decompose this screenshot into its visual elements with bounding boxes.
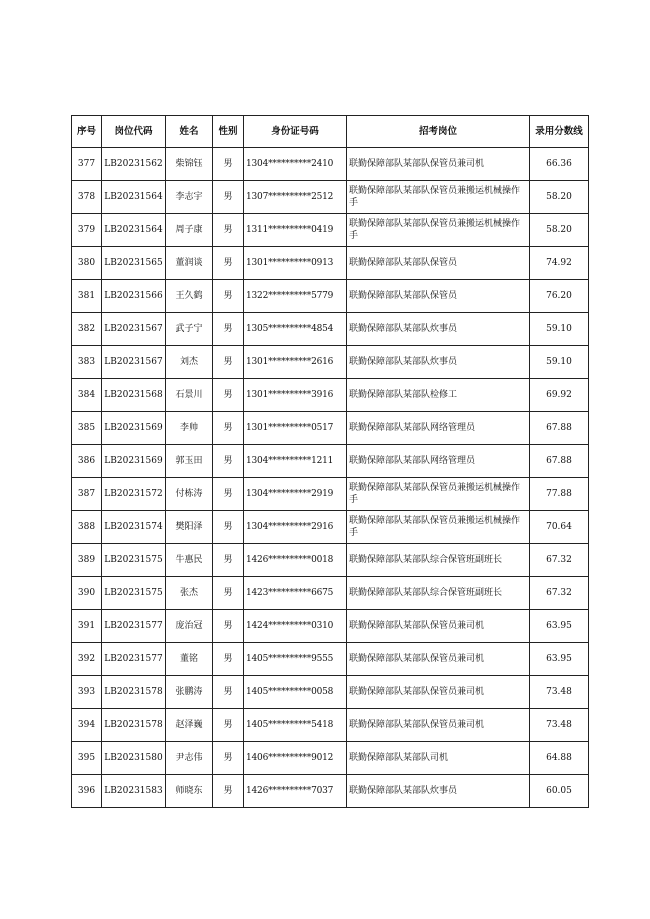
cell-code: LB20231580 [102, 742, 166, 775]
cell-position: 联勤保障部队某部队炊事员 [347, 313, 530, 346]
table-row [72, 742, 589, 775]
cell-no: 385 [72, 412, 102, 445]
cell-score: 59.10 [530, 346, 589, 379]
cell-gender: 男 [213, 445, 244, 478]
cell-code: LB20231574 [102, 511, 166, 544]
cell-code: LB20231569 [102, 412, 166, 445]
cell-code: LB20231567 [102, 313, 166, 346]
cell-score: 67.88 [530, 412, 589, 445]
cell-id: 1405**********0058 [244, 676, 347, 709]
cell-position: 联勤保障部队某部队综合保管班副班长 [347, 577, 530, 610]
cell-name: 石景川 [166, 379, 213, 412]
admission-table [71, 115, 589, 808]
cell-name: 樊阳泽 [166, 511, 213, 544]
cell-gender: 男 [213, 577, 244, 610]
cell-id: 1311**********0419 [244, 214, 347, 247]
header-score: 录用分数线 [530, 116, 589, 148]
table-row [72, 214, 589, 247]
cell-name: 郭玉田 [166, 445, 213, 478]
cell-score: 64.88 [530, 742, 589, 775]
cell-position: 联勤保障部队某部队网络管理员 [347, 412, 530, 445]
table-row [72, 148, 589, 181]
cell-id: 1405**********9555 [244, 643, 347, 676]
table-row [72, 478, 589, 511]
cell-position: 联勤保障部队某部队保管员兼司机 [347, 676, 530, 709]
cell-position: 联勤保障部队某部队保管员兼搬运机械操作手 [347, 181, 530, 214]
table-row [72, 313, 589, 346]
cell-no: 395 [72, 742, 102, 775]
cell-name: 师晓东 [166, 775, 213, 808]
cell-score: 67.32 [530, 577, 589, 610]
cell-position: 联勤保障部队某部队炊事员 [347, 775, 530, 808]
cell-position: 联勤保障部队某部队保管员 [347, 247, 530, 280]
cell-position: 联勤保障部队某部队检修工 [347, 379, 530, 412]
cell-no: 378 [72, 181, 102, 214]
cell-id: 1301**********0517 [244, 412, 347, 445]
cell-no: 386 [72, 445, 102, 478]
cell-no: 392 [72, 643, 102, 676]
cell-id: 1307**********2512 [244, 181, 347, 214]
cell-no: 382 [72, 313, 102, 346]
cell-score: 60.05 [530, 775, 589, 808]
cell-no: 388 [72, 511, 102, 544]
cell-score: 66.36 [530, 148, 589, 181]
table-row [72, 643, 589, 676]
cell-score: 58.20 [530, 181, 589, 214]
cell-code: LB20231562 [102, 148, 166, 181]
cell-name: 尹志伟 [166, 742, 213, 775]
cell-no: 396 [72, 775, 102, 808]
cell-name: 周子康 [166, 214, 213, 247]
cell-id: 1301**********0913 [244, 247, 347, 280]
cell-gender: 男 [213, 280, 244, 313]
cell-no: 389 [72, 544, 102, 577]
cell-code: LB20231578 [102, 676, 166, 709]
cell-code: LB20231564 [102, 181, 166, 214]
cell-code: LB20231567 [102, 346, 166, 379]
cell-no: 377 [72, 148, 102, 181]
table-row [72, 511, 589, 544]
cell-name: 赵泽巍 [166, 709, 213, 742]
cell-gender: 男 [213, 412, 244, 445]
cell-score: 74.92 [530, 247, 589, 280]
cell-no: 387 [72, 478, 102, 511]
header-position: 招考岗位 [347, 116, 530, 148]
cell-code: LB20231569 [102, 445, 166, 478]
cell-code: LB20231572 [102, 478, 166, 511]
cell-name: 牛惠民 [166, 544, 213, 577]
table-row [72, 709, 589, 742]
cell-id: 1406**********9012 [244, 742, 347, 775]
cell-position: 联勤保障部队某部队保管员兼司机 [347, 643, 530, 676]
cell-no: 393 [72, 676, 102, 709]
cell-score: 73.48 [530, 709, 589, 742]
cell-code: LB20231575 [102, 577, 166, 610]
header-gender: 性别 [213, 116, 244, 148]
cell-score: 59.10 [530, 313, 589, 346]
cell-score: 63.95 [530, 610, 589, 643]
cell-position: 联勤保障部队某部队综合保管班副班长 [347, 544, 530, 577]
cell-id: 1426**********7037 [244, 775, 347, 808]
cell-gender: 男 [213, 346, 244, 379]
header-name: 姓名 [166, 116, 213, 148]
cell-position: 联勤保障部队某部队司机 [347, 742, 530, 775]
cell-code: LB20231578 [102, 709, 166, 742]
cell-score: 67.32 [530, 544, 589, 577]
table-row [72, 412, 589, 445]
header-id: 身份证号码 [244, 116, 347, 148]
cell-no: 394 [72, 709, 102, 742]
table-row [72, 280, 589, 313]
table-row [72, 181, 589, 214]
cell-gender: 男 [213, 775, 244, 808]
cell-id: 1304**********1211 [244, 445, 347, 478]
table-body [72, 148, 589, 808]
cell-code: LB20231583 [102, 775, 166, 808]
cell-no: 380 [72, 247, 102, 280]
cell-score: 63.95 [530, 643, 589, 676]
cell-code: LB20231568 [102, 379, 166, 412]
cell-name: 李志宇 [166, 181, 213, 214]
cell-no: 379 [72, 214, 102, 247]
cell-id: 1426**********0018 [244, 544, 347, 577]
table-row [72, 676, 589, 709]
cell-gender: 男 [213, 379, 244, 412]
cell-id: 1304**********2919 [244, 478, 347, 511]
cell-score: 58.20 [530, 214, 589, 247]
cell-gender: 男 [213, 214, 244, 247]
cell-gender: 男 [213, 676, 244, 709]
cell-code: LB20231565 [102, 247, 166, 280]
cell-gender: 男 [213, 478, 244, 511]
cell-id: 1405**********5418 [244, 709, 347, 742]
cell-id: 1423**********6675 [244, 577, 347, 610]
table-row [72, 445, 589, 478]
cell-score: 73.48 [530, 676, 589, 709]
table-row [72, 577, 589, 610]
cell-gender: 男 [213, 643, 244, 676]
table-row [72, 379, 589, 412]
cell-no: 391 [72, 610, 102, 643]
cell-code: LB20231575 [102, 544, 166, 577]
cell-id: 1301**********3916 [244, 379, 347, 412]
cell-position: 联勤保障部队某部队保管员兼搬运机械操作手 [347, 511, 530, 544]
cell-no: 383 [72, 346, 102, 379]
cell-code: LB20231577 [102, 643, 166, 676]
cell-score: 76.20 [530, 280, 589, 313]
cell-code: LB20231577 [102, 610, 166, 643]
cell-gender: 男 [213, 511, 244, 544]
cell-gender: 男 [213, 181, 244, 214]
cell-name: 庞治冠 [166, 610, 213, 643]
cell-name: 董铭 [166, 643, 213, 676]
cell-position: 联勤保障部队某部队保管员兼司机 [347, 709, 530, 742]
cell-position: 联勤保障部队某部队保管员兼搬运机械操作手 [347, 214, 530, 247]
cell-id: 1304**********2916 [244, 511, 347, 544]
cell-score: 69.92 [530, 379, 589, 412]
cell-id: 1305**********4854 [244, 313, 347, 346]
cell-position: 联勤保障部队某部队保管员兼搬运机械操作手 [347, 478, 530, 511]
cell-position: 联勤保障部队某部队网络管理员 [347, 445, 530, 478]
table-header-row [72, 116, 589, 148]
cell-code: LB20231564 [102, 214, 166, 247]
cell-no: 381 [72, 280, 102, 313]
header-code: 岗位代码 [102, 116, 166, 148]
cell-score: 67.88 [530, 445, 589, 478]
cell-name: 张鹏涛 [166, 676, 213, 709]
cell-id: 1322**********5779 [244, 280, 347, 313]
cell-name: 王久鹤 [166, 280, 213, 313]
cell-position: 联勤保障部队某部队保管员兼司机 [347, 148, 530, 181]
cell-no: 390 [72, 577, 102, 610]
cell-gender: 男 [213, 610, 244, 643]
cell-name: 刘杰 [166, 346, 213, 379]
cell-position: 联勤保障部队某部队炊事员 [347, 346, 530, 379]
table-row [72, 346, 589, 379]
cell-gender: 男 [213, 544, 244, 577]
cell-no: 384 [72, 379, 102, 412]
cell-id: 1304**********2410 [244, 148, 347, 181]
cell-gender: 男 [213, 247, 244, 280]
table-row [72, 247, 589, 280]
cell-name: 张杰 [166, 577, 213, 610]
cell-id: 1424**********0310 [244, 610, 347, 643]
cell-gender: 男 [213, 709, 244, 742]
cell-name: 柴锦钰 [166, 148, 213, 181]
table-row [72, 610, 589, 643]
table-row [72, 544, 589, 577]
cell-name: 董润谈 [166, 247, 213, 280]
cell-name: 付栋涛 [166, 478, 213, 511]
cell-score: 70.64 [530, 511, 589, 544]
cell-gender: 男 [213, 148, 244, 181]
header-no: 序号 [72, 116, 102, 148]
cell-id: 1301**********2616 [244, 346, 347, 379]
cell-score: 77.88 [530, 478, 589, 511]
cell-gender: 男 [213, 313, 244, 346]
cell-gender: 男 [213, 742, 244, 775]
cell-position: 联勤保障部队某部队保管员兼司机 [347, 610, 530, 643]
cell-code: LB20231566 [102, 280, 166, 313]
table-row [72, 775, 589, 808]
cell-name: 武子宁 [166, 313, 213, 346]
cell-name: 李帅 [166, 412, 213, 445]
cell-position: 联勤保障部队某部队保管员 [347, 280, 530, 313]
